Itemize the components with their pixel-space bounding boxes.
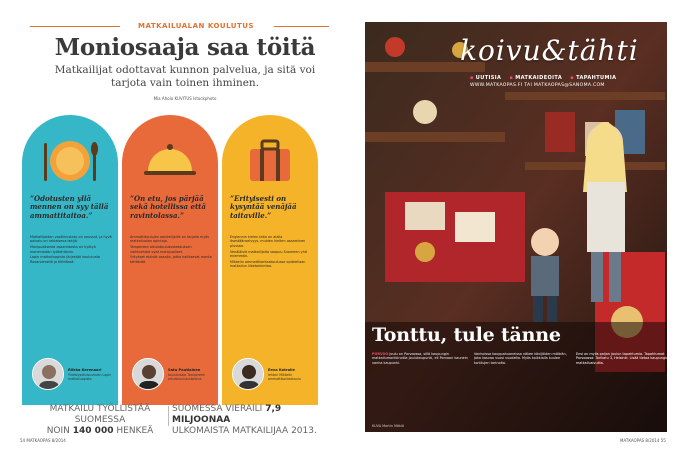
stats-bar (22, 404, 322, 436)
person-name: Satu Poutiainen (168, 368, 201, 372)
page-folio: MATKAOPAS 8/2014 55 (620, 438, 666, 443)
body-paragraph: Venäläisiä matkailijoita saapuu Suomeen yhä enemmän. (230, 249, 307, 259)
section-label: UUTISIA (475, 75, 502, 81)
stat-employment (30, 404, 170, 437)
person-name: Eeva Kotrolle (268, 368, 295, 372)
column-body (30, 235, 112, 365)
photo-credit: KUVA Martin Mäkiö (372, 424, 404, 428)
person-role: Yhdistysetuisuuksien Lapin matkailuopisto (68, 373, 112, 381)
page-folio: 54 MATKAOPAS 8/2014 (20, 438, 66, 443)
stat-label: ULKOMAISTA MATKAILIJAA 2013. (172, 426, 317, 436)
plate-cutlery-icon (38, 133, 102, 189)
person-role: lehtori Mikkelin ammattikorkeakoulu (268, 373, 301, 381)
stat-number: 140 000 (72, 426, 114, 436)
column-body (230, 235, 312, 365)
bullet-icon: ▪ (470, 75, 474, 81)
bullet-icon: ▪ (509, 75, 514, 81)
stat-label: MATKAILU TYÖLLISTÄÄ SUOMESSA (49, 404, 151, 425)
body-paragraph: Yritykset etsivät osaajia, jotka hallitsevat monta tehtävää. (130, 255, 212, 264)
stat-visitors (172, 404, 322, 437)
story-headline: Tonttu, tule tänne (372, 324, 561, 346)
body-paragraph: Tampereen aikuiskoulutuskeskuksen vaihtoehdot ovat monipuoliset. (130, 245, 192, 254)
stat-text: NOIN (46, 426, 70, 436)
stat-number: 7,9 MILJOONAA (172, 404, 282, 425)
column-quote: ”Erityisesti on kysyntää venäjää taitaville.” (230, 194, 297, 220)
body-paragraph: Lapin matkailuopisto järjestää koulutusta Rovaniemellä ja Kittilässä. (30, 255, 101, 264)
story-column: Vanhoissa kauppahuoneissa näkee kävijöiden määrän, joka kasvaa vuosi vuodelta. Myös kaikkialla kuulee tonttujen tarinoita. (474, 352, 567, 365)
story-lead: PORVOO (372, 352, 389, 356)
column-quote: ”Odotusten yllä mennen on syy tällä ammattitaitoa.” (30, 194, 109, 220)
column-quote: ”On etu, jos pärjää sekä hotellissa että ravintolassa.” (130, 194, 206, 220)
stat-value-line (30, 426, 170, 437)
stat-text: HENKEÄ (116, 426, 154, 436)
story-column (372, 352, 470, 422)
story-text: Joulu on Porvoossa, sillä kaupungin matkailumarkkinoilla Joulukaupunki, eli Porvoon kaunein vanha kaupunki. (372, 352, 468, 365)
bullet-icon: ▪ (570, 75, 575, 81)
body-paragraph: Mikkelin ammattikorkeakoulussa opiskellaan matkailun liiketoimintaa. (230, 259, 306, 269)
article-deck: Matkailijat odottavat kunnon palvelua, ja sitä voi tarjota vain toinen ihminen. (54, 64, 316, 89)
stat-divider (168, 406, 169, 426)
contact-line: WWW.MATKAOPAS.FI TAI MATKAOPAS@SANOMA.COM (470, 83, 605, 88)
brand-logo: koivu&tähti (460, 34, 639, 67)
body-paragraph: Matkailijoiden vaatimustaso on noussut, ja hyvä palvelu on ratkaiseva tekijä. (30, 235, 112, 244)
section-list (470, 75, 622, 81)
portrait-photo (32, 358, 64, 390)
article-byline: Mia Aholu KUVITUS Istockphoto (153, 96, 217, 101)
person-role: koulutusala Tampereen aikuiskoulutuskeskus (168, 373, 205, 381)
story-column: Ensi on myös paljon joulun tapahtumia. Tapahtumat Porvoossa: Torikatu 3, Helsinki. Lisää tietoa kaupungin matkailusivuilta. (576, 352, 669, 365)
portrait-photo (132, 358, 164, 390)
body-paragraph: Monipuolisesta osaamisesta on hyötyä monenlaisiin työtehtäviin. (30, 245, 96, 254)
stat-value-line (172, 404, 322, 426)
kicker-rule-right (274, 26, 329, 27)
section-kicker: MATKAILUALAN KOULUTUS (138, 22, 254, 30)
person-card (222, 358, 318, 402)
person-card (22, 358, 118, 402)
left-page (0, 0, 335, 450)
person-name: Riikka Kerenaari (68, 368, 102, 372)
body-paragraph: Englannin kielen taito on alalla itsestäänselvyys, muiden kielten osaaminen plussaa. (230, 235, 306, 248)
serving-cloche-icon (138, 133, 202, 189)
column-body (130, 235, 212, 365)
article-headline: Moniosaaja saa töitä (54, 34, 316, 61)
stat-text: SUOMESSA VIERAILI (172, 404, 263, 414)
section-label: TAPAHTUMIA (576, 75, 617, 81)
section-label: MATKAIDEOITA (515, 75, 563, 81)
body-paragraph: Ammattikoulujen opiskelijoille on tarjolla myös matkailualan opintoja. (130, 235, 210, 244)
suitcase-icon (238, 133, 302, 189)
portrait-photo (232, 358, 264, 390)
person-card (122, 358, 218, 402)
